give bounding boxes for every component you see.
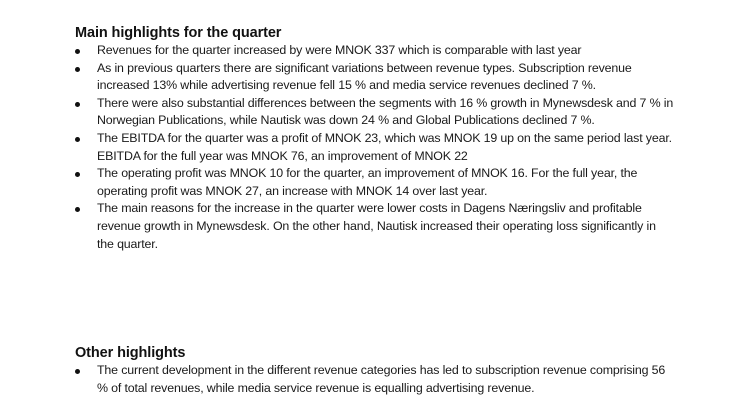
bullet-icon xyxy=(75,172,80,177)
bullet-icon xyxy=(75,369,80,374)
bullet-icon xyxy=(75,67,80,72)
list-item-text: The main reasons for the increase in the quarter were lower costs in Dagens Næringsliv and profitable revenue growth in Mynewsdesk. On the other hand, Nautisk increased their operating loss significantly in the quarter. xyxy=(97,201,656,251)
list-item xyxy=(75,165,675,200)
other-highlights-section xyxy=(75,344,675,397)
list-item xyxy=(75,200,675,253)
list-item xyxy=(75,362,675,397)
list-item-text: The operating profit was MNOK 10 for the quarter, an improvement of MNOK 16. For the full year, the operating profit was MNOK 27, an increase with MNOK 14 over last year. xyxy=(97,166,638,198)
main-highlights-heading: Main highlights for the quarter xyxy=(75,25,282,41)
main-highlights-section xyxy=(75,24,675,253)
list-item xyxy=(75,95,675,130)
list-item-text: There were also substantial differences between the segments with 16 % growth in Mynewsdesk and 7 % in Norwegian Publications, while Nautisk was down 24 % and Global Publications declined 7 %. xyxy=(97,95,674,128)
other-highlights-list xyxy=(75,362,675,397)
bullet-icon xyxy=(75,102,80,107)
list-item xyxy=(75,130,675,165)
bullet-icon xyxy=(75,49,80,54)
list-item-text: The current development in the different revenue categories has led to subscription revenue comprising 56 % of total revenues, while media service revenue is equalling advertising revenue. xyxy=(97,363,666,395)
list-item-text: As in previous quarters there are significant variations between revenue types. Subscription revenue increased 13% while advertising revenue fell 15 % and media service revenues declined 7 %. xyxy=(97,60,632,93)
bullet-icon xyxy=(75,207,80,212)
list-item-text: The EBITDA for the quarter was a profit of MNOK 23, which was MNOK 19 up on the same period last year. EBITDA for the full year was MNOK 76, an improvement of MNOK 22 xyxy=(97,130,672,163)
bullet-icon xyxy=(75,137,80,142)
main-highlights-list xyxy=(75,42,675,253)
other-highlights-heading: Other highlights xyxy=(75,345,186,361)
list-item xyxy=(75,42,675,60)
list-item xyxy=(75,60,675,95)
list-item-text: Revenues for the quarter increased by were MNOK 337 which is comparable with last year xyxy=(97,43,582,57)
